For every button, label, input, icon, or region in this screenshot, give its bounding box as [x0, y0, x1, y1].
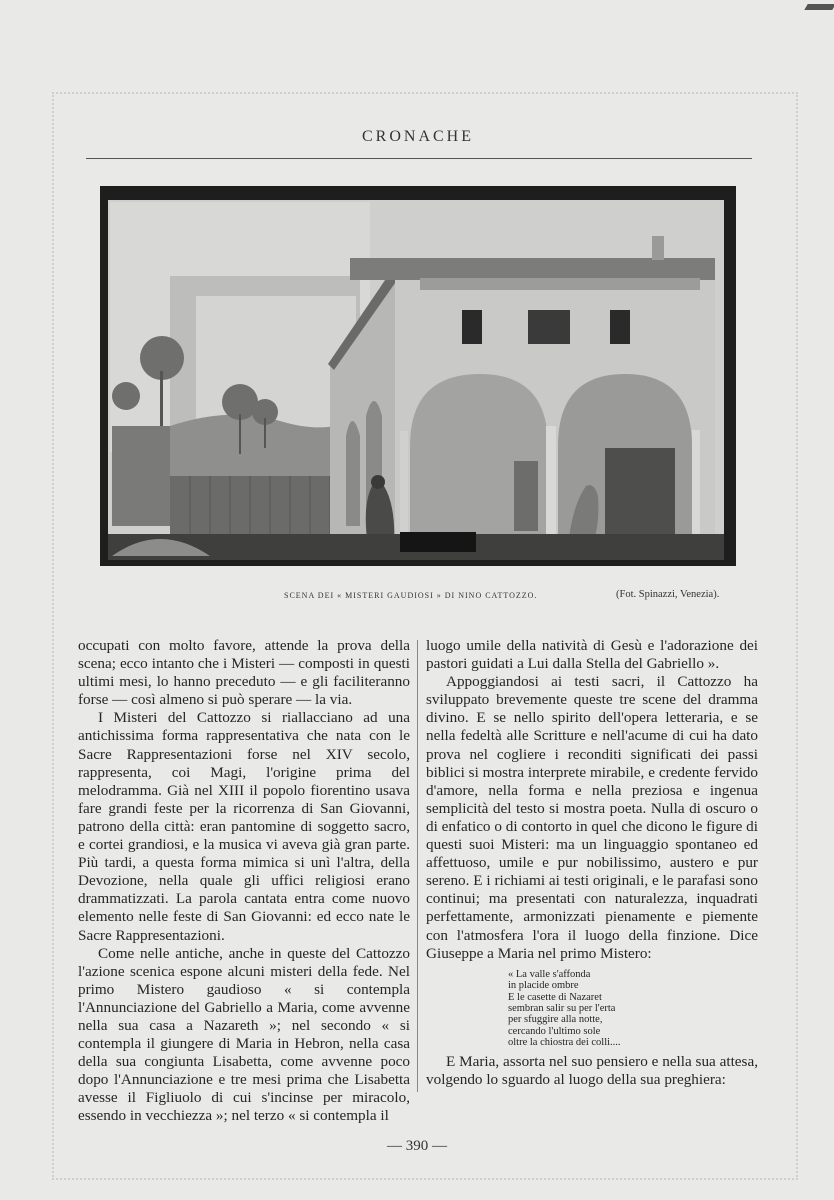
stage-scene-illustration	[100, 186, 736, 566]
paragraph: occupati con molto favore, attende la prova della scena; ecco intanto che i Misteri — composti in questi ultimi mesi, lo hanno preceduto — e gli faciliteranno forse — così almeno si può sperare — la via.	[78, 637, 410, 709]
page-number: — 390 —	[387, 1138, 447, 1154]
figure-caption: SCENA DEI « MISTERI GAUDIOSI » DI NINO CATTOZZO.	[284, 591, 538, 600]
photo-credit: (Fot. Spinazzi, Venezia).	[616, 589, 720, 600]
paragraph: E Maria, assorta nel suo pensiero e nella sua attesa, volgendo lo sguardo al luogo della sua preghiera:	[426, 1052, 758, 1088]
paragraph: luogo umile della natività di Gesù e l'adorazione dei pastori guidati a Lui dalla Stella del Gabriello ».	[426, 637, 758, 673]
section-title: CRONACHE	[361, 128, 474, 145]
paragraph: Appoggiandosi ai testi sacri, il Cattozzo ha sviluppato brevemente queste tre scene del dramma divino. E se nello spirito dell'opera letteraria, e se nella fedeltà alle Scritture e nell'acume di cui ha dato prova nel cogliere i reconditi significati dei passi biblici si mostra interprete mirabile, e credente fervido d'amore, nella forma e nella preziosa e ingenua semplicità del testo si mostra poeta. Nulla di oscuro o di enfatico o di contorto in quel che dicono le figure di questi suoi Misteri: ma un linguaggio spontaneo ed affettuoso, umile e pur nobilissimo, austero e pur sereno. E i richiami ai testi originali, e le parafasi sono continui; ma presentati con naturalezza, inquadrati perfettamente, armonizzati pienamente e piemente con l'atmosfera l'ora il luogo della finzione. Dice Giuseppe a Maria nel primo Mistero:	[426, 673, 758, 962]
stage-photograph	[100, 186, 736, 566]
scan-mark	[804, 4, 834, 10]
left-column	[78, 637, 410, 1126]
right-column	[426, 637, 758, 1089]
column-divider	[417, 640, 418, 1092]
header-rule	[86, 158, 752, 159]
poem-quote: « La valle s'affonda in placide ombre E le casette di Nazaret sembran salir su per l'erta per sfuggire alla notte, cercando l'ultimo sole oltre la chiostra dei colli....	[508, 968, 621, 1049]
paragraph: Come nelle antiche, anche in queste del Cattozzo l'azione scenica espone alcuni misteri della fede. Nel primo Mistero gaudioso « si contempla l'Annunciazione del Gabriello a Maria, come avvenne nella sua casa a Nazareth »; nel secondo « si contempla il giungere di Maria in Hebron, nella casa della sua congiunta Lisabetta, come avvenne poco dopo l'Annunciazione e tre mesi prima che Lisabetta avesse il Figliuolo di cui s'incinse per miracolo, essendo in vecchiezza »; nel terzo « si contempla il	[78, 944, 410, 1125]
paragraph: I Misteri del Cattozzo si riallacciano ad una antichissima forma rappresentativa che nata con le Sacre Rappresentazioni forse nel XIV secolo, rappresenta, coi Magi, l'origine prima del melodramma. Già nel XIII il popolo fiorentino usava fare grandi feste per la ricorrenza di San Giovanni, patrono della città: eran pantomine di soggetto sacro, e cortei grandiosi, e la musica vi aveva già gran parte. Più tardi, a questa forma mimica si unì l'altra, della Devozione, nella quale gli uffici religiosi erano drammatizzati. La parola cantata entra come nuovo elemento nelle feste di San Giovanni: ed ecco nate le Sacre Rappresentazioni.	[78, 709, 410, 944]
